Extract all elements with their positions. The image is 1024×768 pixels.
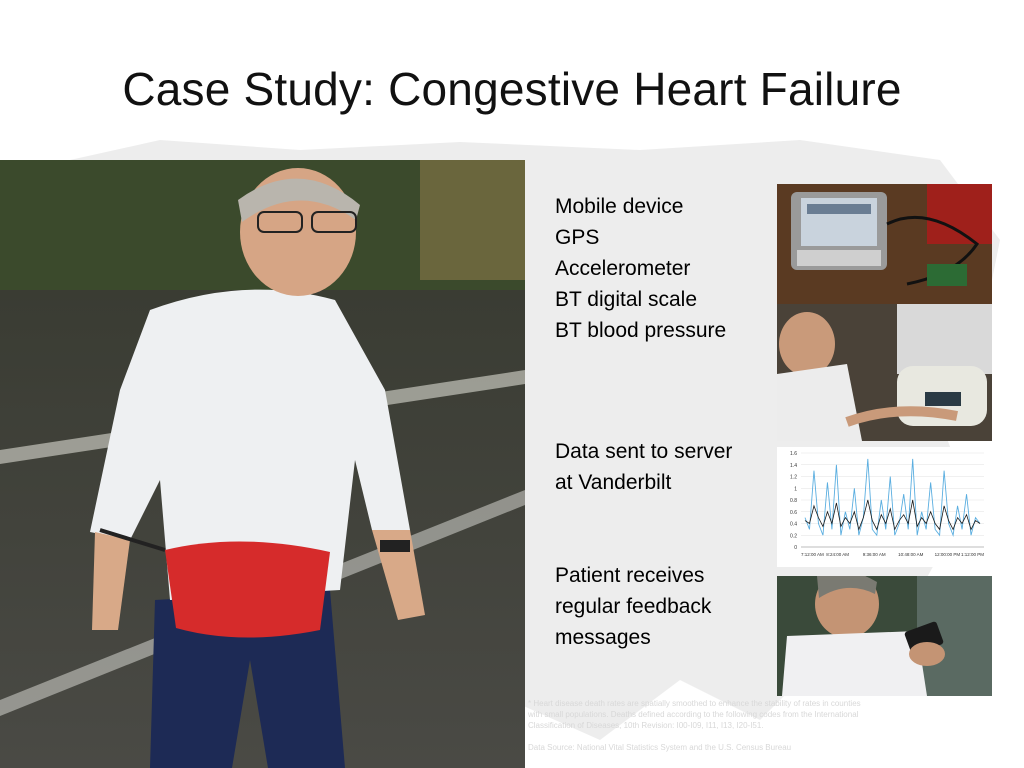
chart-y-tick-label: 0 <box>794 545 797 551</box>
feedback-line: messages <box>555 626 651 649</box>
chart-x-tick-label: 8:24:00 AM <box>826 552 849 557</box>
footnote-line: Data Source: National Vital Statistics System and the U.S. Census Bureau <box>528 743 792 752</box>
blood-pressure-photo <box>777 304 992 441</box>
chart-y-tick-label: 1 <box>794 486 797 493</box>
sensor-item: BT blood pressure <box>555 319 727 342</box>
chart-y-tick-label: 0.2 <box>790 533 797 540</box>
sensor-item: BT digital scale <box>555 288 698 311</box>
sensor-item: Mobile device <box>555 195 684 218</box>
feedback-line: Patient receives <box>555 564 705 587</box>
mobile-device-photo <box>777 184 992 304</box>
feedback-line: regular feedback <box>555 595 712 618</box>
chart-y-tick-label: 0.8 <box>790 498 797 504</box>
chart-y-tick-label: 1.2 <box>790 474 797 481</box>
chart-x-tick-label: 9:36:00 AM <box>862 552 886 557</box>
patient-walking-photo <box>0 160 525 768</box>
sensor-item: GPS <box>555 226 600 249</box>
sensor-list <box>555 191 726 346</box>
footnote-line <box>528 731 1018 742</box>
feedback-text <box>555 560 711 653</box>
patient-phone-photo <box>777 576 992 696</box>
chart-x-tick-label: 10:48:00 AM <box>898 552 924 557</box>
activity-chart-svg <box>777 447 992 567</box>
footnote <box>528 698 1018 753</box>
slide-title: Case Study: Congestive Heart Failure <box>122 63 902 115</box>
chart-x-tick-label: 1:12:00 PM <box>960 552 984 557</box>
footnote-line: with small populations. Deaths defined according to the following codes from the International <box>528 710 859 719</box>
chart-y-tick-label: 1.6 <box>790 451 797 457</box>
data-server-line: Data sent to server <box>555 440 733 463</box>
chart-y-tick-label: 1.4 <box>790 462 797 469</box>
sensor-item: Accelerometer <box>555 257 691 280</box>
chart-x-tick-label: 12:00:00 PM <box>934 552 961 557</box>
activity-chart <box>777 447 992 567</box>
data-server-line: at Vanderbilt <box>555 471 672 494</box>
chart-y-tick-label: 0.4 <box>790 521 797 528</box>
chart-x-tick-label: 7:12:00 AM <box>801 552 824 557</box>
footnote-line: * Heart disease death rates are spatially smoothed to enhance the stability of rates in counties <box>528 699 861 708</box>
chart-y-tick-label: 0.6 <box>790 509 797 516</box>
data-server-text <box>555 436 732 498</box>
footnote-line: Classification of Diseases, 10th Revision: I00-I09, I11, I13, I20-I51. <box>528 721 764 730</box>
